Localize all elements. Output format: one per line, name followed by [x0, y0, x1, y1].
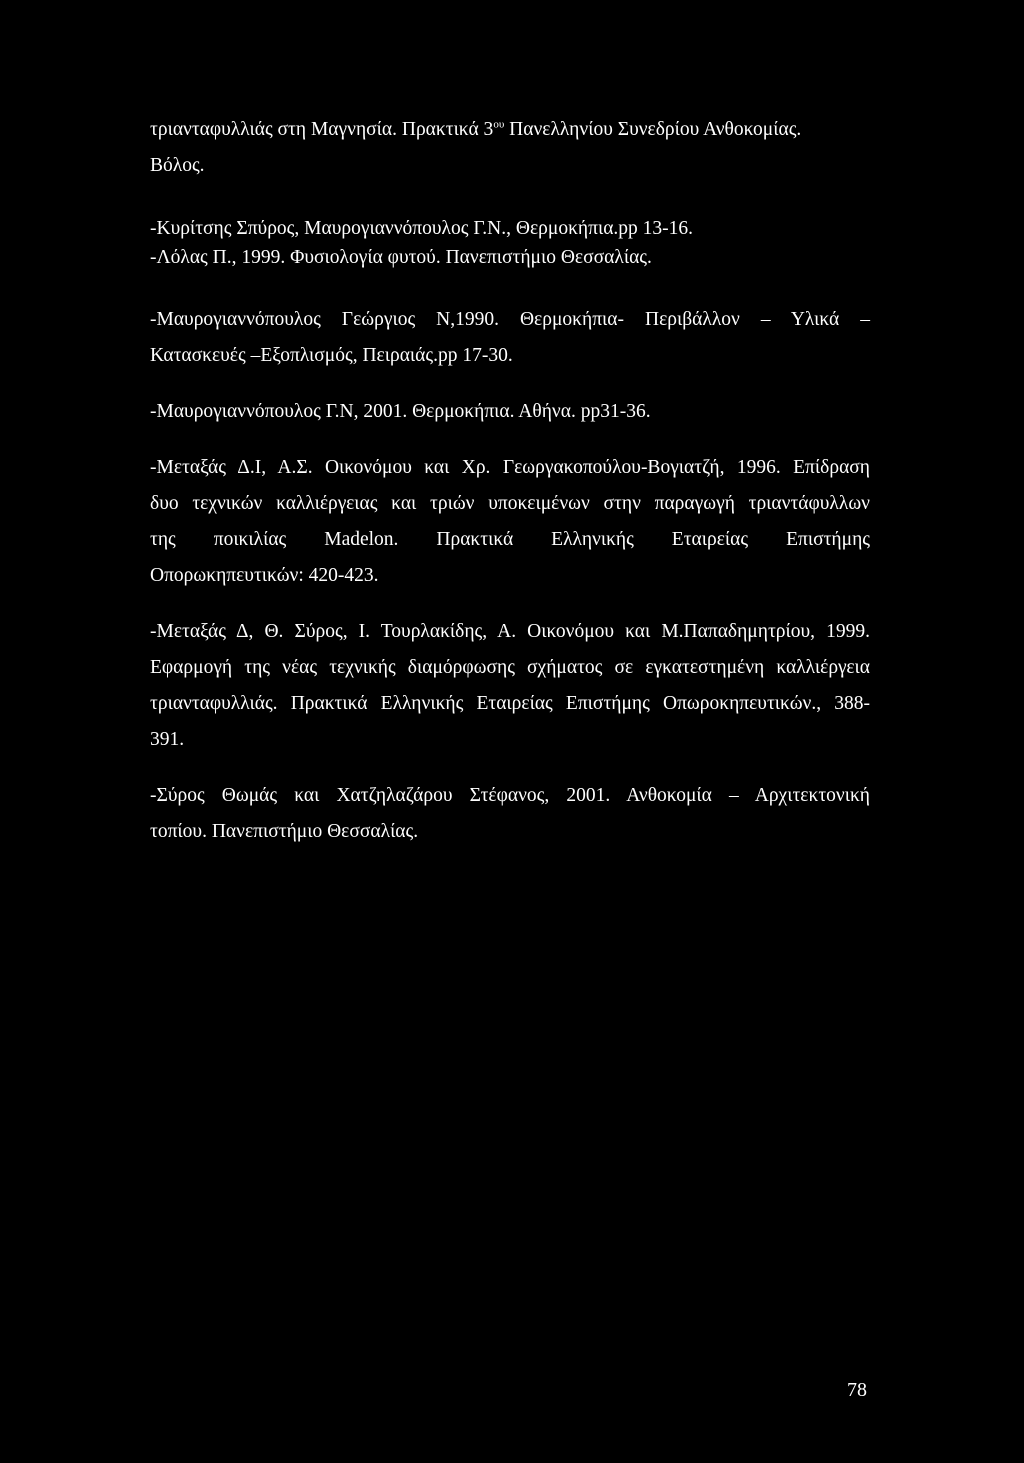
- reference-line: της ποικιλίας Madelon. Πρακτικά Ελληνικής Εταιρείας Επιστήμης: [150, 529, 870, 550]
- reference-line: τριανταφυλλιάς στη Μαγνησία. Πρακτικά $3^{o\upsilon}$ Πανελληνίου Συνεδρίου Ανθοκομίας.: [150, 118, 802, 140]
- reference-line: Οπορωκηπευτικών: 420-423.: [150, 565, 379, 586]
- page-number: 78: [847, 1379, 867, 1401]
- reference-line: -Μαυρογιαννόπουλος Γ.Ν, 2001. Θερμοκήπια. Αθήνα. pp31-36.: [150, 401, 651, 422]
- bibliography-text: [150, 112, 870, 850]
- reference-line: -Μαυρογιαννόπουλος Γεώργιος Ν,1990. Θερμοκήπια- Περιβάλλον – Υλικά –: [150, 309, 870, 330]
- reference-line: -Μεταξάς Δ.Ι, Α.Σ. Οικονόμου και Χρ. Γεωργακοπούλου-Βογιατζή, 1996. Επίδραση: [150, 457, 870, 478]
- reference-line: Βόλος.: [150, 155, 205, 176]
- reference-line: -Μεταξάς Δ, Θ. Σύρος, Ι. Τουρλακίδης, Α. Οικονόμου και Μ.Παπαδημητρίου, 1999.: [150, 621, 870, 642]
- reference-line: τριανταφυλλιάς. Πρακτικά Ελληνικής Εταιρείας Επιστήμης Οπωροκηπευτικών., 388-: [150, 693, 870, 714]
- reference-line: δυο τεχνικών καλλιέργειας και τριών υποκειμένων στην παραγωγή τριαντάφυλλων: [150, 493, 870, 514]
- reference-line: 391.: [150, 729, 185, 750]
- reference-line: τοπίου. Πανεπιστήμιο Θεσσαλίας.: [150, 821, 419, 842]
- superscript: ου: [493, 118, 505, 131]
- reference-line: Κατασκευές –Εξοπλισμός, Πειραιάς.pp 17-30.: [150, 345, 513, 366]
- reference-line: -Σύρος Θωμάς και Χατζηλαζάρου Στέφανος, 2001. Ανθοκομία – Αρχιτεκτονική: [150, 785, 870, 806]
- reference-line: Εφαρμογή της νέας τεχνικής διαμόρφωσης σχήματος σε εγκατεστημένη καλλιέργεια: [150, 657, 870, 678]
- reference-line: -Λόλας Π., 1999. Φυσιολογία φυτού. Πανεπιστήμιο Θεσσαλίας.: [150, 247, 652, 268]
- reference-line: -Κυρίτσης Σπύρος, Μαυρογιαννόπουλος Γ.Ν., Θερμοκήπια.pp 13-16.: [150, 218, 694, 239]
